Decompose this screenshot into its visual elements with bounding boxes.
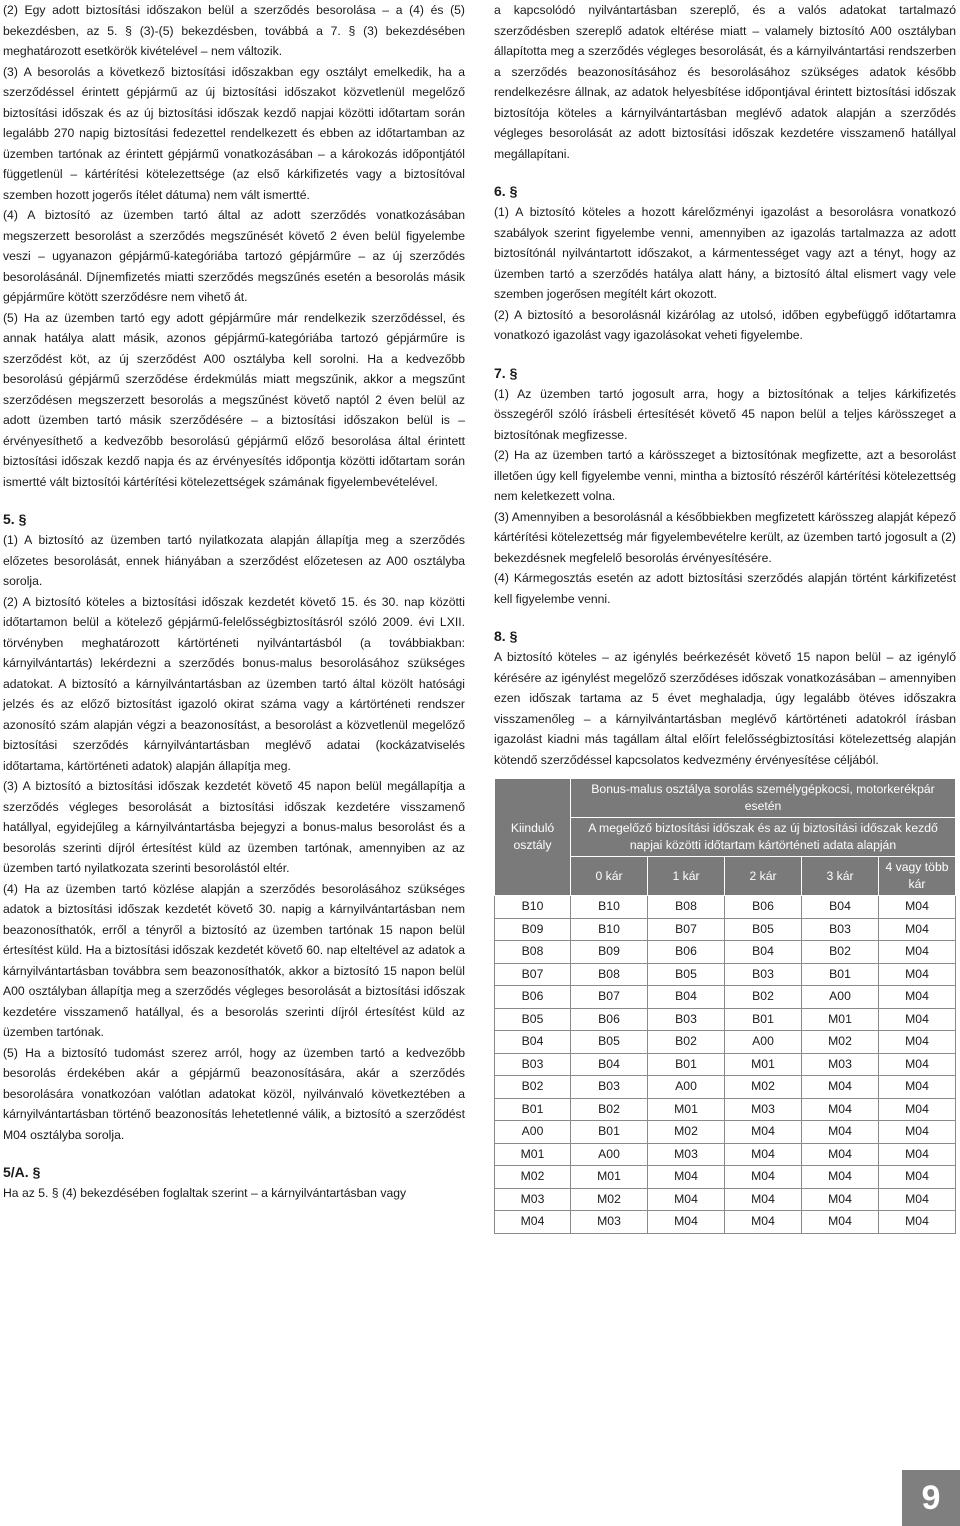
paragraph-7-1: (1) Az üzemben tartó jogosult arra, hogy a biztosítónak a teljes kárkifizetés összegéről szóló írásbeli értesítését követő 45 napon belül a teljes kárösszeget a biztosítónak megfizesse. [494, 386, 956, 442]
table-cell: B06 [648, 941, 725, 964]
table-cell: B04 [648, 986, 725, 1009]
table-cell: B03 [648, 1008, 725, 1031]
paragraph-5-1: (1) A biztosító az üzemben tartó nyilatkozata alapján állapítja meg a szerződés előzetes besorolását, ennek hiányában a szerződést előzetesen az A00 osztályba sorolja. [3, 533, 465, 588]
table-cell-start-class: M04 [495, 1211, 571, 1234]
paragraph-8-1: A biztosító köteles – az igénylés beérkezését követő 15 napon belül – az igénylő kérésére az igénylést megelőző szerződéses időszak vonatkozásában – amennyiben ezen időszak tartama az 5 évet meghaladja, úgy legalább ötéves időszakra visszamenőleg – a kárnyilvántartásban meglévő kártörténeti adatokról írásban igazolást kiadni más tagállam által előírt felelősségbiztosítási kötelezettség alapján kötendő szerződéssel kapcsolatos kedvezmény érvényesítése céljából. [494, 650, 956, 767]
table-cell: M04 [879, 918, 956, 941]
table-cell: M04 [879, 1053, 956, 1076]
table-cell-start-class: B04 [495, 1031, 571, 1054]
table-cell-start-class: B10 [495, 896, 571, 919]
table-cell: M03 [571, 1211, 648, 1234]
table-row [495, 896, 956, 919]
table-cell: B02 [571, 1098, 648, 1121]
paragraph-7-4: (4) Kármegosztás esetén az adott biztosítási szerződés alapján történt kárkifizetést kell figyelembe venni. [494, 571, 956, 606]
table-cell: A00 [802, 986, 879, 1009]
table-cell: B01 [571, 1121, 648, 1144]
table-cell: B04 [571, 1053, 648, 1076]
table-cell: B05 [648, 963, 725, 986]
table-cell: B10 [571, 896, 648, 919]
table-cell-start-class: A00 [495, 1121, 571, 1144]
table-cell-start-class: M01 [495, 1143, 571, 1166]
table-cell: M04 [879, 1166, 956, 1189]
table-cell: M04 [802, 1166, 879, 1189]
table-cell: M02 [648, 1121, 725, 1144]
table-cell: M03 [802, 1053, 879, 1076]
table-cell: B04 [725, 941, 802, 964]
table-cell: B10 [571, 918, 648, 941]
table-cell: M04 [879, 963, 956, 986]
table-cell: M04 [648, 1188, 725, 1211]
table-row [495, 1188, 956, 1211]
paragraph-6-1: (1) A biztosító köteles a hozott kárelőzményi igazolást a besorolásra vonatkozó szabályok szerint figyelembe venni, amennyiben az igazolás tartalmazza az adott biztosítónál nyilvántartott időszakot, a kármentességet vagy azt a tényt, hogy az üzemben tartó a szerződés hatálya alatt hány, a biztosító által elismert vagy vele szemben jogerősen megítélt kárt okozott. [494, 205, 956, 301]
table-cell: M04 [879, 1188, 956, 1211]
table-cell-start-class: M03 [495, 1188, 571, 1211]
paragraph-5-2: (2) A biztosító köteles a biztosítási időszak kezdetét követő 15. és 30. nap közötti időtartamon belül a kötelező gépjármű-felelősségbiztosításról szóló 2009. évi LXII. törvényben meghatározott kártörténeti nyilvántartásból (a továbbiakban: kárnyilvántartás) lekérdezni a szerződés bonus-malus besorolásához szükséges adatokat. A biztosító a kárnyilvántartásban az üzemben tartó által közölt hatósági jelzés és az előző biztosítást igazoló okirat száma vagy a kártörténeti rendszer azonosító szám alapján végzi a beazonosítást, a besorolást a közvetlenül megelőző biztosítási szerződés kárnyilvántartásban meglévő adatai (kockázatviselés időtartama, kártörténeti adatok) alapján állapítja meg. [3, 594, 465, 773]
section-heading-5a: 5/A. § [3, 1164, 41, 1180]
table-cell-start-class: B03 [495, 1053, 571, 1076]
table-cell-start-class: B08 [495, 941, 571, 964]
table-claim-header: 4 vagy több kár [879, 857, 956, 896]
table-cell: M04 [879, 986, 956, 1009]
table-cell: M04 [802, 1211, 879, 1234]
left-column [3, 0, 465, 1204]
table-cell: M04 [802, 1076, 879, 1099]
table-cell: B03 [571, 1076, 648, 1099]
table-cell: B06 [571, 1008, 648, 1031]
table-cell: M04 [879, 1121, 956, 1144]
table-cell: M04 [802, 1098, 879, 1121]
table-cell: M03 [725, 1098, 802, 1121]
table-claim-header: 0 kár [571, 857, 648, 896]
table-cell: M04 [802, 1121, 879, 1144]
table-cell: M04 [725, 1121, 802, 1144]
paragraph-5-3: (3) A biztosító a biztosítási időszak kezdetét követő 45 napon belül megállapítja a szerződés végleges besorolását a biztosítási időszak kezdetére visszamenő hatállyal, egyidejűleg a kárnyilvántartásba bejegyzi a bonus-malus besorolást és a besorolás szerinti díjról értesítést küld az üzemben tartónak, amennyiben az az üzemben tartó nyilatkozata szerinti besorolástól eltér. [3, 779, 465, 875]
table-cell: M04 [725, 1188, 802, 1211]
table-cell: A00 [725, 1031, 802, 1054]
table-cell: M02 [571, 1188, 648, 1211]
table-claim-header: 3 kár [802, 857, 879, 896]
table-cell: B05 [725, 918, 802, 941]
table-cell: B01 [802, 963, 879, 986]
table-cell: M04 [879, 1211, 956, 1234]
table-cell: B02 [802, 941, 879, 964]
table-cell: B09 [571, 941, 648, 964]
table-cell: B07 [648, 918, 725, 941]
table-cell: M04 [802, 1188, 879, 1211]
paragraph-7-2: (2) Ha az üzemben tartó a kárösszeget a biztosítónak megfizette, azt a besorolást illetően úgy kell figyelembe venni, mintha a biztosító részéről kártérítési kötelezettség nem keletkezett volna. [494, 448, 956, 503]
table-cell: A00 [648, 1076, 725, 1099]
table-cell: M01 [648, 1098, 725, 1121]
table-cell-start-class: B07 [495, 963, 571, 986]
table-cell: M01 [802, 1008, 879, 1031]
table-cell: B06 [725, 896, 802, 919]
bonus-malus-table [494, 778, 956, 1234]
table-row [495, 1121, 956, 1144]
table-cell-start-class: B06 [495, 986, 571, 1009]
table-cell: B04 [802, 896, 879, 919]
table-cell: B03 [725, 963, 802, 986]
table-row [495, 1031, 956, 1054]
table-row [495, 941, 956, 964]
table-cell: M04 [879, 1076, 956, 1099]
table-cell: B01 [648, 1053, 725, 1076]
table-cell: M04 [648, 1211, 725, 1234]
right-column [494, 0, 956, 1234]
paragraph-7-3: (3) Amennyiben a besorolásnál a későbbiekben megfizetett kárösszeg alapját képező kártérítési kötelezettség már figyelembevételre került, az üzemben tartó jogosult a (2) bekezdésnek megfelelő besorolás érvényesítésére. [494, 509, 956, 565]
table-cell: M02 [725, 1076, 802, 1099]
table-cell: M04 [802, 1143, 879, 1166]
paragraph-5-4: (4) Ha az üzemben tartó közlése alapján a szerződés besorolásához szükséges adatok a biztosítási időszak kezdetét követő 30. napig a kárnyilvántartásban nem beazonosíthatók, erről a tényről a biztosító az üzemben tartónak 15 napon belül értesítést küld. Ha a biztosítási időszak kezdetét követő 60. nap elteltével az adatok a kárnyilvántartásban továbbra sem beazonosíthatók, akkor a biztosító 15 napon belül A00 osztályban állapítja meg a szerződés végleges besorolását a biztosítási időszak kezdetére visszamenő hatállyal, és a besorolás szerinti díjról értesítést küld az üzemben tartónak. [3, 881, 465, 1039]
table-cell: B03 [802, 918, 879, 941]
section-heading-5: 5. § [3, 511, 27, 527]
table-cell: M01 [571, 1166, 648, 1189]
table-cell: M04 [879, 896, 956, 919]
table-cell: M04 [725, 1143, 802, 1166]
table-title: Bonus-malus osztálya sorolás személygépkocsi, motorkerékpár esetén [571, 779, 956, 818]
table-cell: M03 [648, 1143, 725, 1166]
table-body [495, 896, 956, 1234]
table-cell: B07 [571, 986, 648, 1009]
table-row [495, 1076, 956, 1099]
table-claim-header: 1 kár [648, 857, 725, 896]
table-cell: B02 [725, 986, 802, 1009]
paragraph-4-5: (5) Ha az üzemben tartó egy adott gépjárműre már rendelkezik szerződéssel, és annak hatálya alatt másik, azonos gépjármű-kategóriába tartozó gépjárműre is szerződést köt, az új szerződést A00 osztályba kell sorolni. Ha a kedvezőbb besorolású gépjármű szerződése érdekmúlás miatt megszűnik, akkor a megszűnt szerződésen megszerzett besorolás a megszűnést követő naptól 2 éven belül az adott üzemben tartó másik szerződésére – a biztosítási időszakon belül is – érvényesíthető a kedvezőbb besorolású gépjármű előző besorolása által érintett biztosítási időszak kezdő napja és az érvényesítés időpontja közötti időtartam során ismertté vált biztosítói kártérítési kötelezettségek számának figyelembevételével. [3, 310, 465, 489]
section-heading-7: 7. § [494, 364, 518, 381]
table-row [495, 1211, 956, 1234]
table-cell: M04 [879, 941, 956, 964]
table-cell: M04 [879, 1143, 956, 1166]
table-row [495, 986, 956, 1009]
page-number: 9 [902, 1470, 960, 1526]
table-cell-start-class: B05 [495, 1008, 571, 1031]
paragraph-4-3: (3) A besorolás a következő biztosítási időszakban egy osztályt emelkedik, ha a szerződéssel érintett gépjármű az új biztosítási időszakot közvetlenül megelőző biztosítási időszak és az új biztosítási időszak kezdő napjai közötti időtartam során legalább 270 napig biztosítási fedezettel rendelkezett és ebben az időtartamban az üzemben tartónak az érintett gépjármű vonatkozásában – a károkozás időpontjától függetlenül – kártérítési kötelezettsége (az első kárkifizetés vagy a biztosítóval szemben hozott jogerős ítélet dátuma) nem vált ismertté. [3, 64, 465, 202]
table-row [495, 1166, 956, 1189]
table-cell: A00 [571, 1143, 648, 1166]
table-row [495, 1098, 956, 1121]
table-cell: M04 [879, 1008, 956, 1031]
paragraph-4-4: (4) A biztosító az üzemben tartó által az adott szerződés vonatkozásában megszerzett besorolást a szerződés megszűnését követő 2 éven belül figyelembe veszi – ugyanazon gépjármű-kategóriába tartozó gépjárműre – az új szerződés besorolásánál. Díjnemfizetés miatti szerződés megszűnés esetén a besorolás másik gépjárműre kötött szerződésre nem vihető át. [3, 208, 465, 304]
table-cell-start-class: M02 [495, 1166, 571, 1189]
table-cell: M04 [879, 1098, 956, 1121]
table-cell: B05 [571, 1031, 648, 1054]
table-cell: B08 [648, 896, 725, 919]
table-cell: B08 [571, 963, 648, 986]
paragraph-5a-1: Ha az 5. § (4) bekezdésében foglaltak szerint – a kárnyilvántartásban vagy [3, 1186, 407, 1200]
table-cell: M04 [648, 1166, 725, 1189]
table-cell-start-class: B02 [495, 1076, 571, 1099]
table-cell: M04 [725, 1166, 802, 1189]
table-row [495, 1143, 956, 1166]
table-row [495, 1053, 956, 1076]
section-heading-8: 8. § [494, 628, 518, 644]
paragraph-4-2: (2) Egy adott biztosítási időszakon belül a szerződés besorolása – a (4) és (5) bekezdésben, az 5. § (3)-(5) bekezdésben, továbbá a 7. § (3) bekezdésében meghatározott esetkörök kivételével – nem változik. [3, 3, 465, 58]
table-row [495, 963, 956, 986]
table-cell-start-class: B01 [495, 1098, 571, 1121]
table-cell: B01 [725, 1008, 802, 1031]
paragraph-5-5: (5) Ha a biztosító tudomást szerez arról, hogy az üzemben tartó a kedvezőbb besorolás érdekében akár a gépjármű beazonosítására, akár a szerződés besorolására vonatkozóan valótlan adatokat közöl, nyilvánvaló következtében a kárnyilvántartásban történő beazonosítás lehetetlenné válik, a biztosító a szerződést M04 osztályba sorolja. [3, 1045, 465, 1142]
table-cell: B02 [648, 1031, 725, 1054]
table-cell: M02 [802, 1031, 879, 1054]
table-row [495, 918, 956, 941]
section-heading-6: 6. § [494, 183, 518, 199]
table-cell: M04 [879, 1031, 956, 1054]
paragraph-5a-continued: a kapcsolódó nyilvántartásban szereplő, és a valós adatokat tartalmazó szerződésben szereplő adatok eltérése miatt – valamely biztosító A00 osztályban állapította meg a szerződés végleges besorolását, és a kárnyilvántartási rendszerben a szerződés beazonosításához és besorolásához szükséges adatok később rendelkezésre állnak, az adatok helyesbítése időpontjával érintett biztosítási időszak biztosítója köteles a kárnyilvántartásban meglévő adatok alapján a szerződés végleges besorolását az adott biztosítási időszak kezdetére visszamenő hatállyal megállapítani. [494, 3, 956, 161]
paragraph-6-2: (2) A biztosító a besorolásnál kizárólag az utolsó, időben egybefüggő időtartamra vonatkozó igazolást vagy igazolásokat veheti figyelembe. [494, 307, 956, 342]
table-row [495, 1008, 956, 1031]
table-cell: M01 [725, 1053, 802, 1076]
table-cell: M04 [725, 1211, 802, 1234]
table-claim-header: 2 kár [725, 857, 802, 896]
table-header-start-class: Kiinduló osztály [495, 779, 571, 896]
table-cell-start-class: B09 [495, 918, 571, 941]
table-period-header: A megelőző biztosítási időszak és az új biztosítási időszak kezdő napjai közötti időtartam kártörténeti adata alapján [571, 818, 956, 857]
